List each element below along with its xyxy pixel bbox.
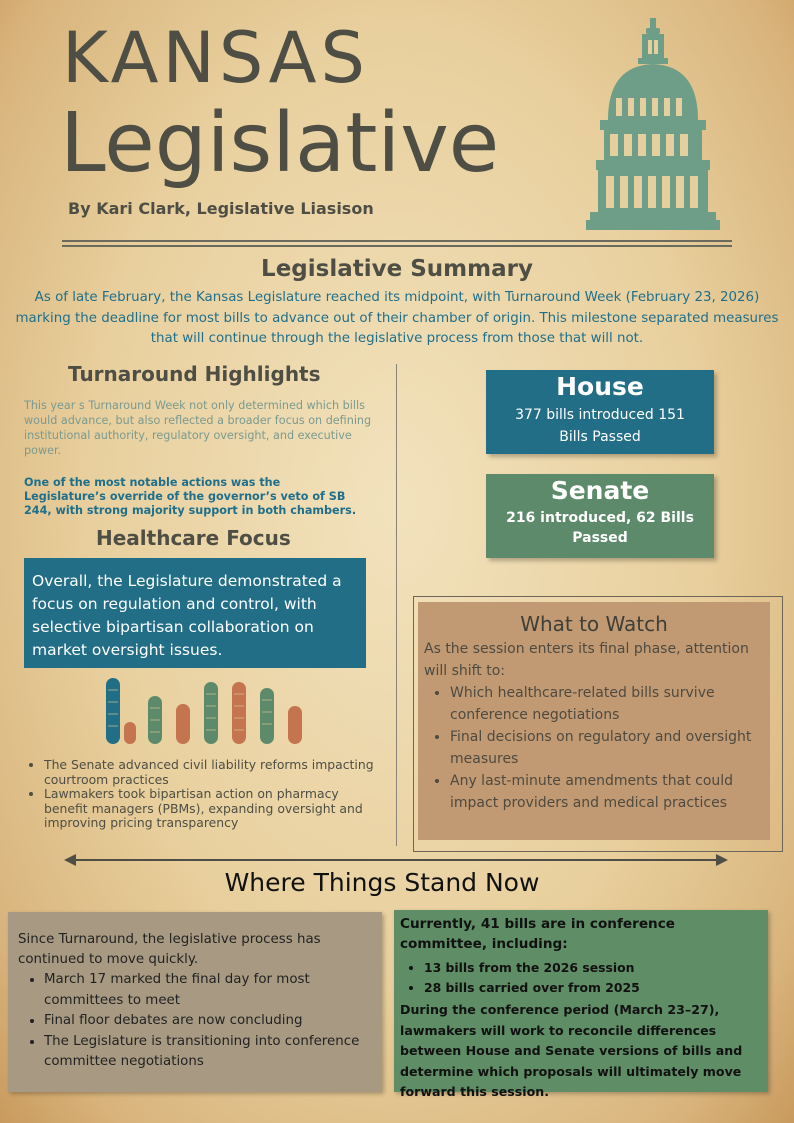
- title-legislative: Legislative: [60, 96, 500, 191]
- list-item: • Which healthcare-related bills survive conference negotiations: [450, 682, 772, 726]
- pill-bottles-icon: [104, 678, 314, 746]
- house-text: 377 bills introduced 151 Bills Passed: [515, 407, 685, 445]
- conference-period-paragraph: During the conference period (March 23–27), lawmakers will work to reconcile differences between House and Senate versions of bills and determine which proposals will ultimately move forward this session.: [400, 1002, 743, 1099]
- status-left-intro: Since Turnaround, the legislative process has continued to move quickly.: [18, 932, 321, 967]
- healthcare-callout: Overall, the Legislature demonstrated a focus on regulation and control, with selective bipartisan collaboration on market oversight issues.: [24, 558, 366, 668]
- senate-text: 216 introduced, 62 Bills Passed: [506, 510, 694, 546]
- senate-title: Senate: [550, 476, 650, 505]
- list-item: • 28 bills carried over from 2025: [424, 978, 758, 998]
- list-item: • Final floor debates are now concluding: [44, 1011, 382, 1032]
- veto-override-paragraph: One of the most notable actions was the Legislature’s override of the governor’s veto of SB 244, with strong majority support in both chambers.: [24, 476, 357, 517]
- what-to-watch-list: [432, 682, 772, 814]
- conference-committee-heading: Currently, 41 bills are in conference committee, including:: [400, 916, 675, 952]
- list-item: • March 17 marked the final day for most committees to meet: [44, 970, 382, 1011]
- what-to-watch-intro: As the session enters its final phase, attention will shift to:: [424, 641, 749, 679]
- senate-stat-card: [486, 474, 714, 558]
- where-things-stand-title: Where Things Stand Now: [224, 868, 540, 897]
- list-item: • Final decisions on regulatory and oversight measures: [450, 726, 772, 770]
- list-item: • The Senate advanced civil liability reforms impacting courtroom practices: [44, 758, 386, 787]
- status-left-list: [26, 970, 382, 1073]
- column-divider: [396, 364, 397, 846]
- byline: By Kari Clark, Legislative Liasison: [68, 199, 374, 218]
- healthcare-title: Healthcare Focus: [96, 526, 291, 550]
- list-item: • Any last-minute amendments that could impact providers and medical practices: [450, 770, 772, 814]
- capitol-dome-icon: [586, 18, 720, 232]
- turnaround-title: Turnaround Highlights: [68, 362, 321, 386]
- healthcare-list: [26, 758, 386, 831]
- house-title: House: [556, 372, 644, 401]
- turnaround-paragraph: This year s Turnaround Week not only determined which bills would advance, but also reflected a broader focus on defining institutional authority, regulatory oversight, and executive power.: [24, 399, 372, 457]
- header-rule: [62, 240, 732, 247]
- what-to-watch-title: What to Watch: [520, 612, 668, 636]
- summary-title: Legislative Summary: [261, 256, 533, 282]
- list-item: • The Legislature is transitioning into conference committee negotiations: [44, 1032, 382, 1073]
- summary-text: As of late February, the Kansas Legislature reached its midpoint, with Turnaround Week (February 23, 2026) marking the deadline for most bills to advance out of their chamber of origin. This milestone separated measures that will continue through the legislative process from those that will not.: [15, 290, 779, 346]
- list-item: • 13 bills from the 2026 session: [424, 958, 758, 978]
- title-kansas: KANSAS: [62, 17, 369, 99]
- list-item: • Lawmakers took bipartisan action on pharmacy benefit managers (PBMs), expanding oversight and improving pricing transparency: [44, 787, 386, 831]
- conference-bills-list: [408, 958, 758, 998]
- house-stat-card: [486, 370, 714, 454]
- double-arrow-divider: [64, 852, 728, 868]
